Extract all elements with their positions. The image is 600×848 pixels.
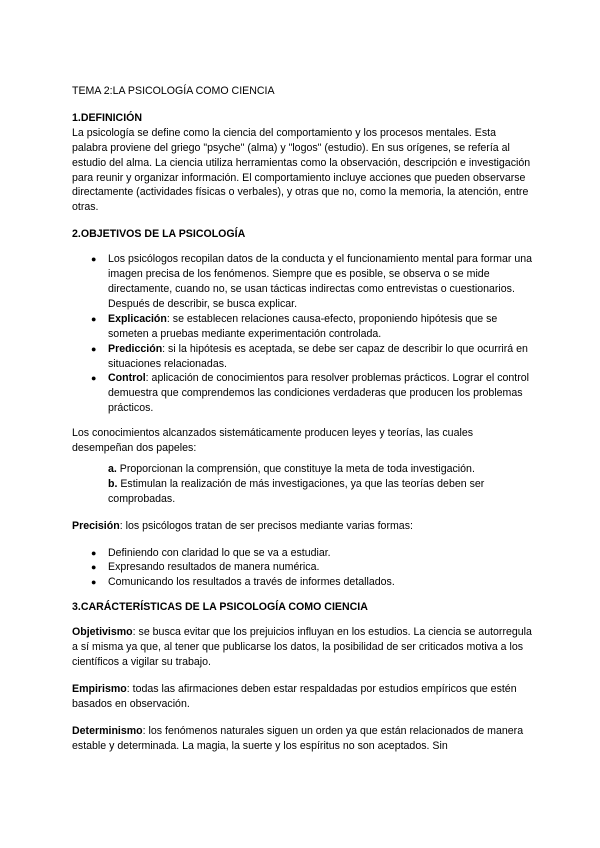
characteristic-term: Empirismo bbox=[72, 682, 127, 695]
list-item bbox=[91, 252, 533, 312]
list-item bbox=[91, 342, 532, 372]
bullet-icon: ● bbox=[91, 562, 97, 573]
objectives-list bbox=[72, 252, 532, 416]
role-item bbox=[108, 462, 532, 477]
bullet-icon: ● bbox=[91, 313, 97, 324]
bullet-icon: ● bbox=[91, 254, 97, 265]
section-heading-definicion: 1.DEFINICIÓN bbox=[72, 111, 143, 124]
role-label: a. bbox=[108, 462, 117, 475]
bullet-icon: ● bbox=[91, 343, 97, 354]
bullet-icon: ● bbox=[91, 373, 97, 384]
characteristic-paragraph bbox=[72, 682, 532, 712]
list-item-term: Predicción bbox=[108, 342, 163, 355]
list-item-text: Definiendo con claridad lo que se va a estudiar. bbox=[108, 546, 331, 559]
role-text: Estimulan la realización de más investigaciones, ya que las teorías deben ser comprobadas. bbox=[108, 477, 485, 505]
list-item-term: Control bbox=[108, 372, 146, 385]
precision-list bbox=[72, 546, 532, 591]
role-item bbox=[108, 477, 532, 507]
laws-paragraph: Los conocimientos alcanzados sistemáticamente producen leyes y teorías, las cuales desempeñan dos papeles: bbox=[72, 427, 474, 455]
list-item-term: Explicación bbox=[108, 312, 167, 325]
page-title: TEMA 2:LA PSICOLOGÍA COMO CIENCIA bbox=[72, 85, 275, 97]
characteristic-paragraph bbox=[72, 625, 532, 670]
list-item-text: Los psicólogos recopilan datos de la conducta y el funcionamiento mental para formar una imagen precisa de los fenómenos. Siempre que es posible, se observa o se mide directamente, cuando no, se usan tácticas indirectas como entrevistas o cuestionarios. Después de describir, se busca explicar. bbox=[108, 253, 533, 310]
section-heading-caracteristicas: 3.CARÁCTERÍSTICAS DE LA PSICOLOGÍA COMO CIENCIA bbox=[72, 601, 368, 614]
list-item bbox=[91, 546, 532, 561]
characteristic-paragraph bbox=[72, 724, 532, 754]
precision-paragraph bbox=[72, 519, 532, 534]
list-item-text: : si la hipótesis es aceptada, se debe ser capaz de describir lo que ocurrirá en situaciones relacionadas. bbox=[108, 342, 528, 370]
list-item-text: Expresando resultados de manera numérica. bbox=[108, 561, 320, 574]
list-item-text: : aplicación de conocimientos para resolver problemas prácticos. Lograr el control demuestra que comprendemos las condiciones verdaderas que producen los problemas prácticos. bbox=[108, 372, 530, 415]
list-item bbox=[91, 575, 532, 590]
list-item bbox=[91, 312, 532, 342]
section-heading-objetivos: 2.OBJETIVOS DE LA PSICOLOGÍA bbox=[72, 228, 246, 241]
bullet-icon: ● bbox=[91, 547, 97, 558]
document-content bbox=[72, 84, 532, 754]
definition-paragraph: La psicología se define como la ciencia del comportamiento y los procesos mentales. Esta palabra proviene del griego "psyche" (alma) y "logos" (estudio). En sus orígenes, se refería al estudio del alma. La ciencia utiliza herramientas como la observación, descripción e investigación para reunir y organizar información. El comportamiento incluye acciones que pueden observarse directamente (actividades físicas o verbales), y otras que no, como la memoria, la atención, entre otras. bbox=[72, 126, 531, 214]
list-item bbox=[91, 560, 532, 575]
role-label: b. bbox=[108, 477, 118, 490]
characteristic-text: : todas las afirmaciones deben estar respaldadas por estudios empíricos que estén basados en observación. bbox=[72, 682, 517, 710]
bullet-icon: ● bbox=[91, 577, 97, 588]
characteristic-text: : se busca evitar que los prejuicios influyan en los estudios. La ciencia se autorregula a sí misma ya que, al tener que publicarse los datos, la posibilidad de ser criticados motiva a los científicos a vigilar su trabajo. bbox=[72, 626, 532, 668]
role-text: Proporcionan la comprensión, que constituye la meta de toda investigación. bbox=[116, 462, 475, 475]
list-item-text: : se establecen relaciones causa-efecto, proponiendo hipótesis que se someten a pruebas mediante experimentación controlada. bbox=[108, 312, 498, 340]
precision-term: Precisión bbox=[72, 519, 120, 532]
characteristic-term: Determinismo bbox=[72, 724, 143, 737]
list-item bbox=[91, 371, 532, 416]
characteristic-text: : los fenómenos naturales siguen un orden ya que están relacionados de manera estable y determinada. La magia, la suerte y los espíritus no son aceptados. Sin bbox=[72, 724, 524, 752]
precision-text: : los psicólogos tratan de ser precisos mediante varias formas: bbox=[119, 519, 413, 532]
characteristic-term: Objetivismo bbox=[72, 626, 133, 639]
roles-list bbox=[108, 462, 532, 507]
list-item-text: Comunicando los resultados a través de informes detallados. bbox=[108, 576, 395, 589]
